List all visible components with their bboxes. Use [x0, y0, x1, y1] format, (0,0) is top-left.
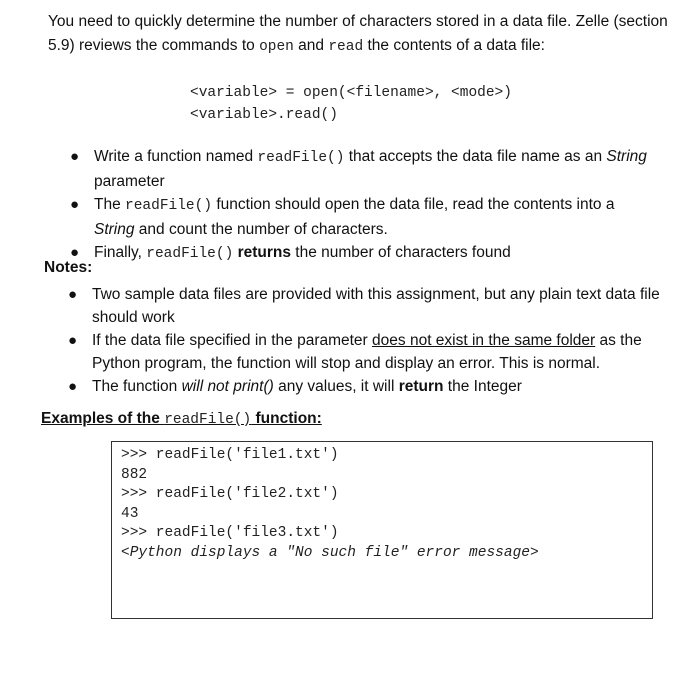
- intro-text-1: You need to quickly determine the number of characters stored in a data file. Zelle (section 5.9) reviews the commands to: [48, 13, 668, 54]
- italic-text: will not print(): [181, 378, 274, 395]
- text: function:: [251, 410, 322, 427]
- requirement-item: [70, 145, 654, 193]
- text: and count the number of characters.: [134, 221, 388, 238]
- text: parameter: [94, 173, 165, 190]
- bullet-icon: ●: [68, 378, 78, 395]
- intro-text-3: the contents of a data file:: [363, 37, 545, 54]
- text: If the data file specified in the parameter: [92, 332, 373, 349]
- notes-heading: Notes:: [44, 259, 93, 276]
- intro-paragraph: [48, 10, 678, 59]
- bullet-icon: ●: [70, 148, 80, 165]
- requirement-item: [70, 241, 654, 266]
- intro-code-read: read: [328, 39, 364, 55]
- text: Finally,: [94, 244, 147, 261]
- syntax-code-block: [190, 82, 512, 126]
- italic-text: String: [94, 221, 135, 238]
- syntax-line-read: <variable>.read(): [190, 107, 338, 123]
- intro-text-2: and: [293, 37, 329, 54]
- example-error-line: <Python displays a "No such file" error message>: [121, 544, 539, 561]
- inline-code: readFile(): [146, 246, 234, 262]
- bullet-icon: ●: [70, 244, 80, 261]
- notes-list: [68, 283, 662, 398]
- example-line: >>> readFile('file1.txt'): [121, 447, 339, 463]
- note-item: [68, 283, 662, 329]
- bold-text: return: [398, 378, 444, 395]
- syntax-line-open: <variable> = open(<filename>, <mode>): [190, 85, 512, 101]
- intro-code-open: open: [259, 39, 294, 55]
- bullet-icon: ●: [70, 196, 80, 213]
- requirement-item: [70, 193, 654, 241]
- note-item: [68, 375, 662, 398]
- bold-text: returns: [233, 244, 291, 261]
- text: Write a function named: [94, 148, 258, 165]
- inline-code: readFile(): [257, 150, 345, 166]
- text: the number of characters found: [291, 244, 511, 261]
- text: The: [94, 196, 126, 213]
- requirements-list: [70, 145, 654, 266]
- inline-code: readFile(): [125, 198, 213, 214]
- text: Two sample data files are provided with this assignment, but any plain text data file should work: [92, 286, 660, 326]
- text: The function: [92, 378, 182, 395]
- examples-heading: [41, 410, 322, 428]
- text: Examples of the: [41, 410, 165, 427]
- example-line: >>> readFile('file3.txt'): [121, 525, 339, 541]
- italic-text: String: [606, 148, 647, 165]
- text: that accepts the data file name as an: [344, 148, 607, 165]
- example-line: 882: [121, 466, 148, 483]
- underlined-text: does not exist in the same folder: [372, 332, 596, 349]
- bullet-icon: ●: [68, 332, 78, 349]
- bullet-icon: ●: [68, 286, 78, 303]
- text: function should open the data file, read the contents into a: [212, 196, 615, 213]
- example-line: 43: [121, 505, 139, 522]
- text: any values, it will: [273, 378, 399, 395]
- text: the Integer: [443, 378, 522, 395]
- example-line: >>> readFile('file2.txt'): [121, 486, 339, 502]
- text: as the Python program, the function will stop and display an error. This is normal.: [92, 332, 642, 372]
- examples-code-box: [111, 441, 653, 619]
- note-item: [68, 329, 662, 375]
- inline-code: readFile(): [164, 412, 252, 428]
